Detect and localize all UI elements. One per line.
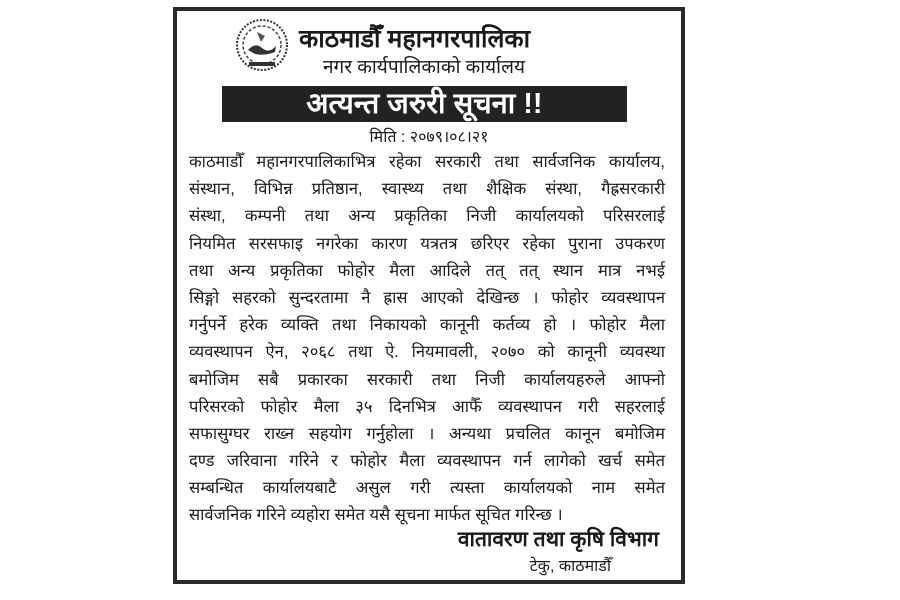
body-line: तथा अन्य प्रकृतिका फोहोर मैला आदिले तत् तत् स्थान मात्र नभई [189,261,665,280]
body-line: व्यवस्थापन ऐन, २०६८ तथा ऐ. नियमावली, २०७० को कानूनी व्यवस्था [189,343,665,362]
department-signature: वातावरण तथा कृषि विभाग [457,528,659,551]
municipality-title: काठमाडौँ महानगरपालिका [299,25,531,53]
notice-heading: अत्यन्त जरुरी सूचना !! [222,86,627,122]
body-line: काठमाडौँ महानगरपालिकाभित्र रहेका सरकारी तथा सार्वजनिक कार्यालय, [189,153,665,171]
body-line: सफासुग्घर राख्न सहयोग गर्नुहोला । अन्यथा प्रचलित कानून बमोजिम [189,424,665,443]
body-line: सिङ्गो सहरको सुन्दरतामा नै ह्रास आएको देखिन्छ । फोहोर व्यवस्थापन [189,288,665,307]
department-address: टेकु, काठमाडौँ [529,558,611,575]
body-line: सम्बन्धित कार्यालयबाटै असुल गरी त्यस्ता कार्यालयको नाम समेत [189,479,665,498]
office-subtitle: नगर कार्यपालिकाको कार्यालय [323,57,526,78]
body-line: बमोजिम सबै प्रकारका सरकारी तथा निजी कार्यालयहरुले आफ्नो [189,370,665,389]
body-line: गर्नुपर्ने हरेक व्यक्ति तथा निकायको कानूनी कर्तव्य हो । फोहोर मैला [189,316,665,335]
notice-date: मिति : २०७९।०८।२१ [369,129,489,146]
body-line: परिसरको फोहोर मैला ३५ दिनभित्र आफैँ व्यवस्थापन गरी सहरलाई [189,397,665,416]
notice-frame [173,7,685,584]
body-line: संस्थान, विभिन्न प्रतिष्ठान, स्वास्थ्य तथा शैक्षिक संस्था, गैह्रसरकारी [189,180,665,199]
body-line: नियमित सरसफाइ नगरेका कारण यत्रतत्र छरिएर रहेका पुराना उपकरण [189,234,665,253]
body-line: संस्था, कम्पनी तथा अन्य प्रकृतिका निजी कार्यालयको परिसरलाई [189,207,665,226]
notice-body [189,149,665,530]
body-line: दण्ड जरिवाना गरिने र फोहोर मैला व्यवस्थापन गर्न लागेको खर्च समेत [189,452,665,471]
body-line: सार्वजनिक गरिने व्यहोरा समेत यसै सूचना मार्फत सूचित गरिन्छ । [189,506,563,525]
government-emblem-icon [235,18,289,72]
